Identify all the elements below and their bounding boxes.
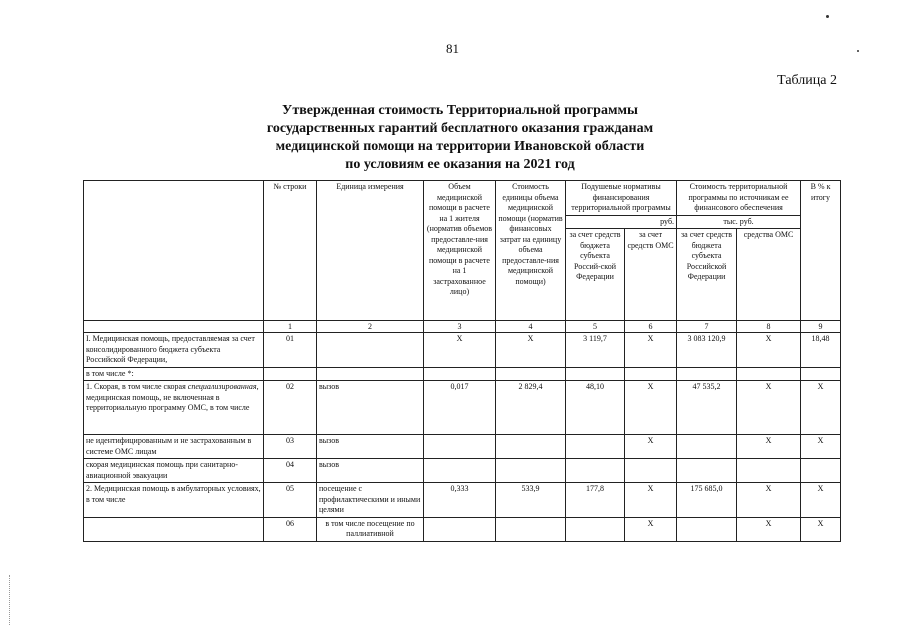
table-label: Таблица 2 bbox=[777, 73, 837, 88]
row-tot-oms: X bbox=[737, 435, 801, 459]
row-name: не идентифицированным и не застрахованным в системе ОМС лицам bbox=[84, 435, 264, 459]
row-name: в том числе *: bbox=[84, 367, 264, 381]
header-total: Стоимость территориальной программы по источникам ее финансового обеспечения bbox=[677, 181, 801, 216]
row-tot-budget bbox=[677, 435, 737, 459]
table-row bbox=[84, 381, 841, 435]
header-row-no: № строки bbox=[264, 181, 317, 321]
row-name: I. Медицинская помощь, предоставляемая за счет консолидированного бюджета субъекта Российской Федерации, bbox=[84, 333, 264, 368]
column-number: 6 bbox=[625, 321, 677, 333]
row-no: 03 bbox=[264, 435, 317, 459]
row-percent bbox=[801, 367, 841, 381]
table-row bbox=[84, 333, 841, 368]
header-unit: Единица измерения bbox=[317, 181, 424, 321]
row-name bbox=[84, 381, 264, 435]
table-row bbox=[84, 483, 841, 518]
row-cost bbox=[496, 459, 566, 483]
column-number: 3 bbox=[424, 321, 496, 333]
row-pc-budget: 48,10 bbox=[566, 381, 625, 435]
column-number: 8 bbox=[737, 321, 801, 333]
header-empty-cell bbox=[84, 181, 264, 321]
table-row bbox=[84, 367, 841, 381]
row-percent: X bbox=[801, 435, 841, 459]
row-unit: посещение с профилактическими и иными целями bbox=[317, 483, 424, 518]
row-tot-oms: X bbox=[737, 483, 801, 518]
row-name-part: 1. Скорая, в том числе скорая bbox=[86, 382, 188, 391]
scan-speck bbox=[826, 15, 829, 18]
row-cost: X bbox=[496, 333, 566, 368]
header-row bbox=[84, 181, 841, 216]
header-cost: Стоимость единицы объема медицинской помощи (норматив финансовых затрат на единицу объема предоставле-ния медицинской помощи) bbox=[496, 181, 566, 321]
header-tot-budget: за счет средств бюджета субъекта Российской Федерации bbox=[677, 229, 737, 321]
column-number-row bbox=[84, 321, 841, 333]
row-tot-budget bbox=[677, 367, 737, 381]
title-line: медицинской помощи на территории Ивановской области bbox=[275, 139, 645, 154]
header-pc-oms: за счет средств ОМС bbox=[625, 229, 677, 321]
row-pc-budget bbox=[566, 367, 625, 381]
column-number: 1 bbox=[264, 321, 317, 333]
row-no: 01 bbox=[264, 333, 317, 368]
row-tot-budget bbox=[677, 459, 737, 483]
title-line: по условиям ее оказания на 2021 год bbox=[345, 157, 575, 172]
header-percent: В % к итогу bbox=[801, 181, 841, 321]
row-tot-budget: 175 685,0 bbox=[677, 483, 737, 518]
title-line: Утвержденная стоимость Территориальной программы bbox=[282, 103, 638, 118]
document-title bbox=[200, 102, 720, 174]
table-row bbox=[84, 517, 841, 541]
row-tot-oms: X bbox=[737, 333, 801, 368]
row-volume bbox=[424, 367, 496, 381]
row-pc-oms: X bbox=[625, 517, 677, 541]
row-no: 04 bbox=[264, 459, 317, 483]
row-pc-oms: X bbox=[625, 381, 677, 435]
row-volume: 0,017 bbox=[424, 381, 496, 435]
page-number: 81 bbox=[446, 41, 459, 56]
row-pc-oms: X bbox=[625, 333, 677, 368]
row-unit: в том числе посещение по паллиативной bbox=[317, 517, 424, 541]
row-tot-oms bbox=[737, 459, 801, 483]
column-number: 5 bbox=[566, 321, 625, 333]
row-no: 02 bbox=[264, 381, 317, 435]
row-pc-oms bbox=[625, 459, 677, 483]
row-percent: X bbox=[801, 381, 841, 435]
row-unit bbox=[317, 333, 424, 368]
title-line: государственных гарантий бесплатного оказания гражданам bbox=[266, 121, 654, 136]
header-pc-budget: за счет средств бюджета субъекта Россий-ской Федерации bbox=[566, 229, 625, 321]
row-volume: 0,333 bbox=[424, 483, 496, 518]
cost-table bbox=[83, 180, 841, 542]
row-name: скорая медицинская помощь при санитарно-авиационной эвакуации bbox=[84, 459, 264, 483]
row-pc-oms: X bbox=[625, 435, 677, 459]
row-cost: 533,9 bbox=[496, 483, 566, 518]
row-name-part: , медицинская помощь, не включенная в территориальную программу ОМС, в том числе bbox=[86, 382, 259, 412]
scan-edge-marks bbox=[9, 575, 14, 625]
row-unit: вызов bbox=[317, 381, 424, 435]
row-pc-oms bbox=[625, 367, 677, 381]
row-pc-oms: X bbox=[625, 483, 677, 518]
row-volume bbox=[424, 517, 496, 541]
row-unit: вызов bbox=[317, 459, 424, 483]
per-capita-unit: руб. bbox=[566, 215, 677, 229]
row-pc-budget bbox=[566, 459, 625, 483]
column-number: 4 bbox=[496, 321, 566, 333]
row-cost bbox=[496, 517, 566, 541]
table-row bbox=[84, 459, 841, 483]
header-per-capita: Подушевые нормативы финансирования территориальной программы bbox=[566, 181, 677, 216]
row-percent: X bbox=[801, 483, 841, 518]
row-name bbox=[84, 517, 264, 541]
row-pc-budget bbox=[566, 435, 625, 459]
header-volume: Объем медицинской помощи в расчете на 1 жителя (норматив объемов предоставле-ния медицинской помощи в расчете на 1 застрахованное лицо) bbox=[424, 181, 496, 321]
row-tot-oms bbox=[737, 367, 801, 381]
row-no: 05 bbox=[264, 483, 317, 518]
table-row bbox=[84, 435, 841, 459]
column-number: 7 bbox=[677, 321, 737, 333]
column-number: 9 bbox=[801, 321, 841, 333]
scan-speck bbox=[857, 50, 859, 52]
row-tot-oms: X bbox=[737, 517, 801, 541]
row-pc-budget: 177,8 bbox=[566, 483, 625, 518]
row-tot-budget bbox=[677, 517, 737, 541]
row-no bbox=[264, 367, 317, 381]
row-volume bbox=[424, 435, 496, 459]
row-volume bbox=[424, 459, 496, 483]
row-cost bbox=[496, 435, 566, 459]
row-cost bbox=[496, 367, 566, 381]
row-tot-budget: 3 083 120,9 bbox=[677, 333, 737, 368]
total-unit: тыс. руб. bbox=[677, 215, 801, 229]
column-number bbox=[84, 321, 264, 333]
row-percent: 18,48 bbox=[801, 333, 841, 368]
row-unit: вызов bbox=[317, 435, 424, 459]
row-percent bbox=[801, 459, 841, 483]
row-no: 06 bbox=[264, 517, 317, 541]
column-number: 2 bbox=[317, 321, 424, 333]
row-tot-oms: X bbox=[737, 381, 801, 435]
row-percent: X bbox=[801, 517, 841, 541]
row-name: 2. Медицинская помощь в амбулаторных условиях, в том числе bbox=[84, 483, 264, 518]
header-tot-oms: средства ОМС bbox=[737, 229, 801, 321]
row-name-italic: специализированная bbox=[187, 382, 257, 391]
row-unit bbox=[317, 367, 424, 381]
row-pc-budget: 3 119,7 bbox=[566, 333, 625, 368]
row-cost: 2 829,4 bbox=[496, 381, 566, 435]
row-tot-budget: 47 535,2 bbox=[677, 381, 737, 435]
row-pc-budget bbox=[566, 517, 625, 541]
row-volume: X bbox=[424, 333, 496, 368]
